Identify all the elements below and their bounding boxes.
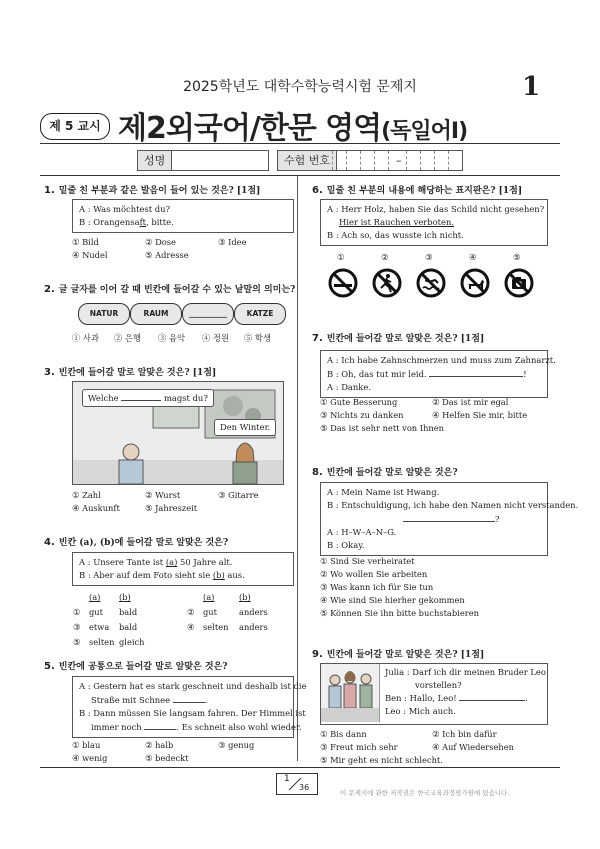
header-rule (40, 175, 560, 176)
q8-dialogue: A : Mein Name ist Hwang. B : Entschuldigung, ich habe den Namen nicht verstanden. ? A : H–W–A–N–G. B : Okay. (320, 482, 548, 556)
q6-underlined: Hier ist Rauchen verboten. (339, 217, 455, 227)
no-photography-icon[interactable] (504, 268, 534, 298)
q8-option-2[interactable]: ② Wo wollen Sie arbeiten (320, 569, 428, 579)
three-people-icon (321, 664, 379, 722)
digit-cell (434, 151, 435, 170)
q8-option-1[interactable]: ① Sind Sie verheiratet (320, 556, 415, 566)
q9-option-2[interactable]: ② Ich bin dafür (432, 729, 497, 739)
q6-sign-label-2: ② (381, 252, 389, 262)
digit-cell (360, 151, 361, 170)
q2-word-2: RAUM (130, 303, 182, 325)
fraction-slash-icon (277, 774, 317, 794)
q7-option-2[interactable]: ② Das ist mir egal (432, 397, 509, 407)
q2-option-3[interactable]: ③ 음악 (158, 333, 185, 343)
q7-option-4[interactable]: ④ Helfen Sie mir, bitte (432, 410, 528, 420)
q9-dialogue: Julia : Darf ich dir meinen Bruder Leo vorstellen? Ben : Hallo, Leo! . Leo : Mich auch. (385, 667, 546, 716)
q1-prompt: 1. 밑줄 친 부분과 같은 발음이 들어 있는 것은? [1점] (44, 185, 261, 196)
q4-option-row[interactable]: ① gut bald ② gut anders (73, 607, 268, 617)
q4-prompt: 4. 빈칸 (a), (b)에 들어갈 말로 알맞은 것은? (44, 537, 229, 548)
q4-line-a: A : Unsere Tante ist (a) 50 Jahre alt. (79, 557, 233, 567)
q1-option-3[interactable]: ③ Idee (218, 237, 247, 247)
q2-word-1: NATUR (78, 303, 130, 325)
q4-table (72, 590, 269, 650)
q4-option-row[interactable]: ③ etwa bald ④ selten anders (73, 622, 268, 632)
copyright-notice: 이 문제지에 관한 저작권은 한국교육과정평가원에 있습니다. (340, 789, 510, 797)
digit-cell (346, 151, 347, 170)
period-badge: 제 5 교시 (40, 113, 110, 140)
q6-sign-label-4: ④ (469, 252, 477, 262)
q9-illustration (321, 664, 380, 722)
q7-option-1[interactable]: ① Gute Besserung (320, 397, 398, 407)
q8-option-4[interactable]: ④ Wie sind Sie hierher gekommen (320, 595, 465, 605)
q9-prompt: 9. 빈칸에 들어갈 말로 알맞은 것은? [1점] (312, 649, 485, 660)
q3-option-4[interactable]: ④ Auskunft (72, 503, 120, 513)
digit-cell (448, 151, 449, 170)
digit-cell (332, 151, 333, 170)
q1-line-a: A : Was möchtest du? (79, 204, 170, 214)
footer-rule (40, 767, 560, 768)
q1-line-b: B : Orangensaft, bitte. (79, 217, 174, 227)
title-rule (40, 143, 560, 144)
q4-header-row: (a) (b) (a) (b) (89, 592, 251, 602)
q6-dialogue: A : Herr Holz, haben Sie das Schild nicht gesehen? Hier ist Rauchen verboten. B : Ach so, das wusste ich nicht. (320, 199, 548, 246)
q1-option-1[interactable]: ① Bild (72, 237, 99, 247)
q1-dialogue (72, 199, 294, 233)
q3-option-3[interactable]: ③ Gitarre (218, 490, 259, 500)
q9-option-5[interactable]: ⑤ Mir geht es nicht schlecht. (320, 755, 443, 765)
q6-sign-label-5: ⑤ (513, 252, 521, 262)
q4-option-row[interactable]: ⑤ selten gleich (73, 637, 145, 647)
q7-option-3[interactable]: ③ Nichts zu danken (320, 410, 404, 420)
q3-bubble-left: Welche magst du? (82, 389, 214, 407)
exam-number-dash: – (396, 154, 402, 167)
q5-option-2[interactable]: ② halb (145, 740, 174, 750)
q9-option-1[interactable]: ① Bis dann (320, 729, 367, 739)
q9-option-3[interactable]: ③ Freut mich sehr (320, 742, 398, 752)
q3-option-2[interactable]: ② Wurst (145, 490, 181, 500)
q4-line-b: B : Aber auf dem Foto sieht sie (b) aus. (79, 570, 245, 580)
name-label: 성명 (138, 151, 172, 170)
q2-word-blank: __________ (182, 303, 234, 325)
q7-option-5[interactable]: ⑤ Das ist sehr nett von Ihnen (320, 423, 445, 433)
q5-prompt: 5. 빈칸에 공통으로 들어갈 말로 알맞은 것은? (44, 661, 228, 672)
q7-prompt: 7. 빈칸에 들어갈 말로 알맞은 것은? [1점] (312, 333, 485, 344)
q5-option-1[interactable]: ① blau (72, 740, 101, 750)
digit-cell (420, 151, 421, 170)
q1-option-5[interactable]: ⑤ Adresse (145, 250, 189, 260)
no-swimming-icon[interactable] (416, 268, 446, 298)
digit-cell (388, 151, 389, 170)
page-number: 1 (522, 72, 541, 102)
exam-number-label: 수험 번호 (278, 151, 337, 170)
q6-prompt: 6. 밑줄 친 부분의 내용에 해당하는 표지판은? [1점] (312, 185, 523, 196)
footer-page-number: 1 36 (276, 773, 318, 795)
q5-dialogue: A : Gestern hat es stark geschneit und deshalb ist die Straße mit Schnee . B : Dann müssen Sie langsam fahren. Der Himmel ist immer noch . Es schneit also wohl wieder. (72, 676, 294, 738)
q8-option-5[interactable]: ⑤ Können Sie ihn bitte buchstabieren (320, 608, 479, 618)
digit-cell (374, 151, 375, 170)
no-running-icon[interactable] (372, 268, 402, 298)
q2-option-1[interactable]: ① 사과 (72, 333, 99, 343)
q1-option-4[interactable]: ④ Nudel (72, 250, 108, 260)
q5-option-5[interactable]: ⑤ bedeckt (145, 753, 189, 763)
q9-option-4[interactable]: ④ Auf Wiedersehen (432, 742, 515, 752)
q3-prompt: 3. 빈칸에 들어갈 말로 알맞은 것은? [1점] (44, 367, 217, 378)
q7-dialogue: A : Ich habe Zahnschmerzen und muss zum Zahnarzt. B : Oh, das tut mir leid. ! A : Danke. (320, 350, 548, 398)
digit-cell (406, 151, 407, 170)
subject-main: 제2외국어/한문 영역 (118, 111, 382, 146)
name-field (137, 150, 269, 171)
q8-option-3[interactable]: ③ Was kann ich für Sie tun (320, 582, 434, 592)
q2-option-4[interactable]: ④ 정원 (202, 333, 229, 343)
subject-title (118, 103, 467, 147)
no-pets-icon[interactable] (460, 268, 490, 298)
q3-option-1[interactable]: ① Zahl (72, 490, 101, 500)
q2-option-2[interactable]: ② 은행 (114, 333, 141, 343)
q4-dialogue (72, 552, 294, 586)
q6-sign-label-3: ③ (425, 252, 433, 262)
q5-option-4[interactable]: ④ wenig (72, 753, 108, 763)
q3-bubble-right: Den Winter. (214, 419, 276, 436)
q6-sign-label-1: ① (337, 252, 345, 262)
exam-title: 2025학년도 대학수학능력시험 문제지 (183, 79, 417, 95)
q2-option-5[interactable]: ⑤ 학생 (244, 333, 271, 343)
q5-option-3[interactable]: ③ genug (218, 740, 255, 750)
subject-sub: (독일어Ⅰ) (381, 119, 468, 144)
column-divider (297, 176, 298, 761)
q8-prompt: 8. 빈칸에 들어갈 말로 알맞은 것은? (312, 467, 458, 478)
q2-prompt: 2. 글 글자를 이어 갈 때 빈칸에 들어갈 수 있는 낱말의 의미는? (44, 284, 296, 295)
q1-underlined: ft (139, 217, 147, 227)
q1-option-2[interactable]: ② Dose (145, 237, 176, 247)
no-smoking-icon[interactable] (328, 268, 358, 298)
exam-number-field (277, 150, 463, 171)
q3-option-5[interactable]: ⑤ Jahreszeit (145, 503, 198, 513)
q2-word-4: KATZE (234, 303, 286, 325)
